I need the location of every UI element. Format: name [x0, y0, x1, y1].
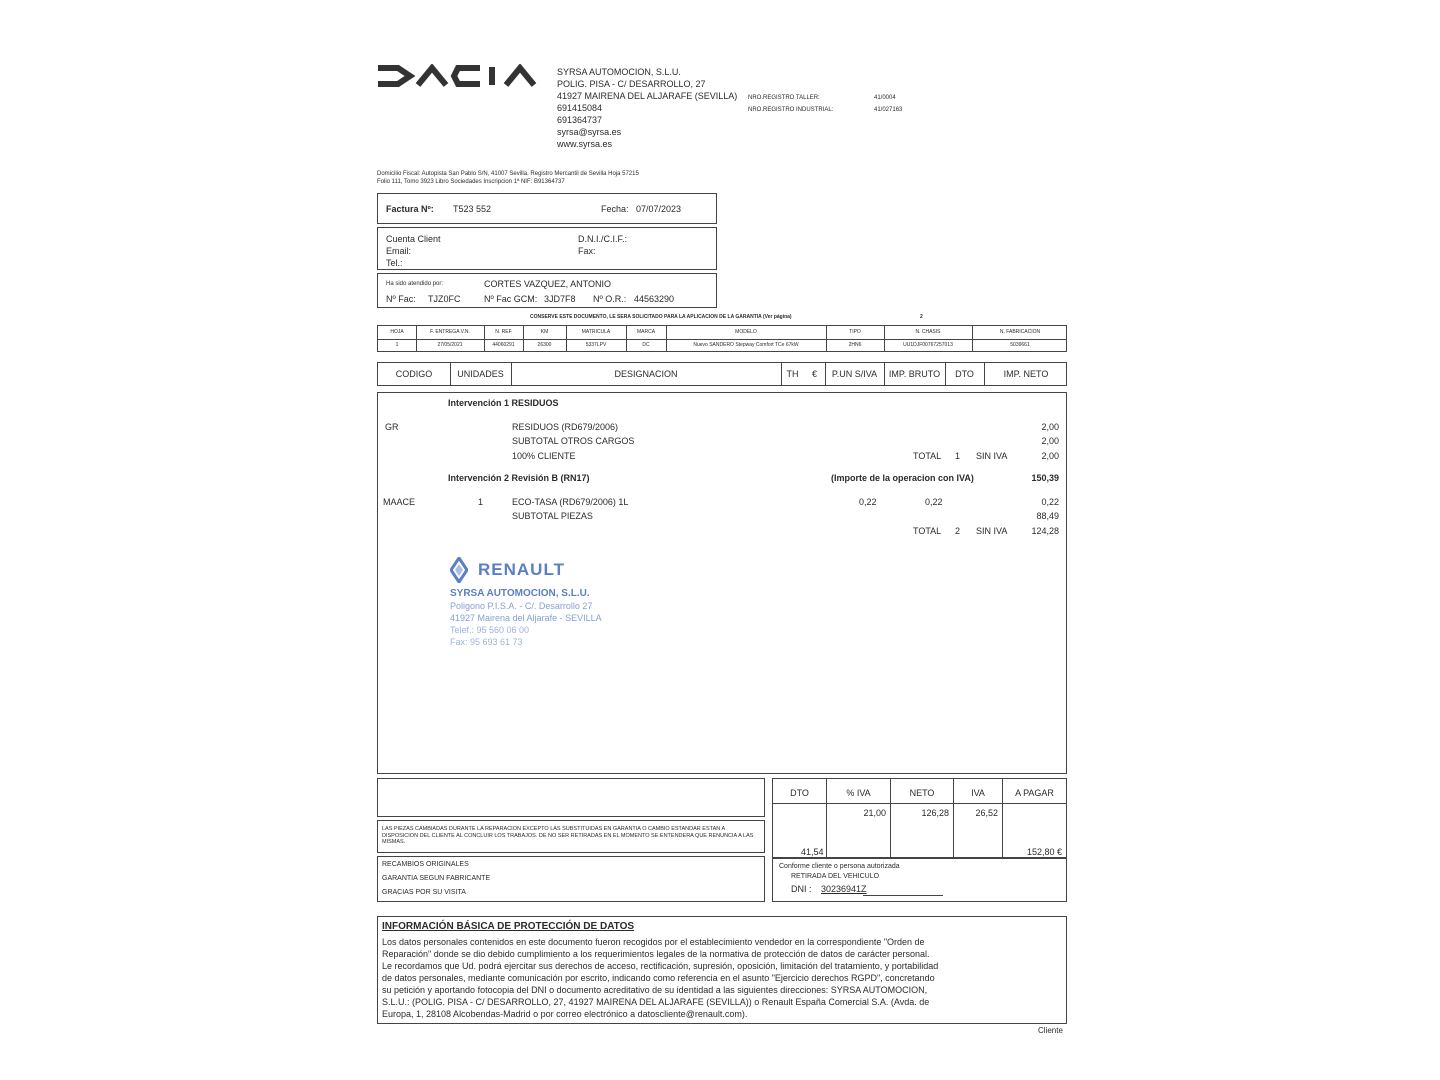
- invoice-date-label: Fecha:: [601, 204, 629, 214]
- logo-text: [376, 64, 379, 65]
- int2-total-label: TOTAL: [913, 526, 942, 536]
- int2-total-n: 2: [955, 526, 961, 536]
- vehicle-value-cell: DC: [642, 342, 650, 348]
- vehicle-value-cell: 44060291: [492, 342, 515, 348]
- fac-value: TJZ0FC: [428, 294, 461, 304]
- int2-price: 0,22: [859, 497, 877, 507]
- company-name: SYRSA AUTOMOCION, S.L.U.: [557, 67, 681, 77]
- invoice-date: 07/07/2023: [636, 204, 682, 214]
- reg-taller-label: NRO.REGISTRO TALLER:: [748, 95, 820, 101]
- email-label: Email:: [386, 246, 412, 256]
- dacia-logo: [376, 64, 548, 88]
- invoice-number-label: Factura Nº:: [386, 204, 434, 214]
- intervention-2-title: Intervención 2 Revisión B (RN17): [448, 473, 590, 483]
- dp-line-4: de datos personales, mediante comunicación por escrito, indicando como referencia en el asunto "Ejercicio derechos RGPD", concretando: [382, 973, 935, 983]
- fiscal-line-2: Folio 111, Tomo 3923 Libro Sociedades Inscripcion 1ª NIF: B91364737: [377, 179, 565, 185]
- or-label: Nº O.R.:: [593, 294, 627, 304]
- note-1: RECAMBIOS ORIGINALES: [382, 861, 469, 868]
- conforme-line-1: Conforme cliente o persona autorizada: [779, 863, 900, 870]
- items-body: [377, 392, 1067, 774]
- dp-line-7: Europa, 1, 28108 Alcobendas-Madrid o por correo electrónico a datoscliente@renault.com).: [382, 1009, 748, 1019]
- gcm-label: Nº Fac GCM:: [484, 294, 538, 304]
- totals-dto: 41,54: [801, 847, 824, 857]
- company-address: POLIG. PISA - C/ DESARROLLO, 27: [557, 79, 706, 89]
- company-city: 41927 MAIRENA DEL ALJARAFE (SEVILLA): [557, 91, 738, 101]
- int2-line-1: ECO-TASA (RD679/2006) 1L: [512, 497, 629, 507]
- totals-head-pct-iva: % IVA: [846, 788, 871, 798]
- totals-neto: 126,28: [921, 808, 949, 818]
- reg-taller-value: 41/0004: [874, 95, 896, 101]
- dp-line-2: Reparación" donde se dio debido cumplimiento a los requerimientos legales de la normativa de protección de datos de carácter personal.: [382, 949, 930, 959]
- stamp-brand: RENAULT: [478, 560, 565, 579]
- int2-iva-label: (Importe de la operacion con IVA): [831, 473, 974, 483]
- copy-label: Cliente: [1038, 1026, 1063, 1035]
- company-phone: 691415084: [557, 103, 603, 113]
- vehicle-header-cell: MARCA: [636, 329, 656, 335]
- int1-line-1: RESIDUOS (RD679/2006): [512, 422, 619, 432]
- int1-amount-2: 2,00: [1041, 436, 1059, 446]
- int2-code: MAACE: [383, 497, 416, 507]
- fiscal-line-1: Domicilio Fiscal: Autopista San Pablo S/N, 41007 Sevilla. Registro Mercantil de Sevilla Hoja 57215: [377, 171, 639, 177]
- dp-line-3: Le recordamos que Ud. podrá ejercitar sus derechos de acceso, rectificación, supresión, oposición, limitación del tratamiento, y portabilidad: [382, 961, 939, 971]
- vehicle-header-cell: N. CHASIS: [915, 329, 941, 335]
- stamp-line-2: Poligono P.I.S.A. - C/. Desarrollo 27: [450, 601, 593, 611]
- company-phone-2: 691364737: [557, 115, 603, 125]
- attended-box: [377, 273, 717, 308]
- company-email: syrsa@syrsa.es: [557, 127, 622, 137]
- vehicle-value-cell: 2HN6: [848, 342, 862, 348]
- dp-line-6: S.L.U.: (POLIG. PISA - C/ DESARROLLO, 27, 41927 MAIRENA DEL ALJARAFE (SEVILLA)) o Renault España Comercial S.A. (Avda. de: [382, 997, 930, 1007]
- vehicle-value-cell: 5337LPV: [585, 342, 607, 348]
- conforme-box: [772, 858, 1067, 902]
- vehicle-header-cell: N. REF: [495, 329, 512, 335]
- dp-line-5: su petición y aportando fotocopia del DNI o documento acreditativo de su identidad a las siguientes direcciones: SYRSA AUTOMOCION,: [382, 985, 928, 995]
- dp-title: INFORMACIÓN BÁSICA DE PROTECCIÓN DE DATOS: [382, 921, 635, 932]
- totals-iva: 26,52: [975, 808, 998, 818]
- reg-industrial-label: NRO.REGISTRO INDUSTRIAL:: [748, 107, 834, 113]
- attended-label: Ha sido atendido por:: [386, 281, 444, 287]
- totals-head-iva: IVA: [971, 788, 985, 798]
- int1-code: GR: [385, 422, 399, 432]
- cuenta-label: Cuenta Client: [386, 234, 441, 244]
- int2-siniva: SIN IVA: [976, 526, 1008, 536]
- tel-label: Tel.:: [386, 258, 403, 268]
- attended-name: CORTES VAZQUEZ, ANTONIO: [484, 279, 612, 289]
- observations-box: [377, 778, 765, 817]
- vehicle-header-cell: N. FABRICACION: [999, 329, 1041, 335]
- warranty-notice: CONSERVE ESTE DOCUMENTO, LE SERA SOLICITADO PARA LA APLICACION DE LA GARANTIA (Ver página): [530, 314, 792, 320]
- int2-amount-2: 88,49: [1036, 511, 1059, 521]
- fax-label: Fax:: [578, 246, 596, 256]
- dp-line-1: Los datos personales contenidos en este documento fueron recogidos por el establecimiento vendedor en la correspondiente "Orden de: [382, 937, 925, 947]
- parts-legal-box: [377, 820, 765, 853]
- column-header: DESIGNACION: [614, 369, 678, 379]
- note-3: GRACIAS POR SU VISITA: [382, 889, 466, 896]
- int2-units: 1: [478, 497, 484, 507]
- gcm-value: 3JD7F8: [544, 294, 576, 304]
- int1-amount-1: 2,00: [1041, 422, 1059, 432]
- warranty-notice-page: 2: [920, 314, 923, 320]
- stamp-line-1: SYRSA AUTOMOCION, S.L.U.: [450, 588, 590, 599]
- int1-line-2: SUBTOTAL OTROS CARGOS: [512, 436, 635, 446]
- invoice-box: [377, 193, 717, 224]
- int1-siniva: SIN IVA: [976, 451, 1008, 461]
- totals-head-dto: DTO: [790, 788, 809, 798]
- conforme-line-2: RETIRADA DEL VEHICULO: [791, 873, 880, 880]
- conforme-dni: 30236941Z: [821, 884, 867, 894]
- int1-total-label: TOTAL: [913, 451, 942, 461]
- vehicle-header-cell: KM: [540, 329, 549, 335]
- vehicle-value-cell: 27/05/2021: [437, 342, 463, 348]
- vehicle-table: [377, 325, 1067, 352]
- parts-legal-text: LAS PIEZAS CAMBIADAS DURANTE LA REPARACION EXCEPTO LAS SUBSTITUIDAS EN GARANTIA O CAMBIO ESTANDAR ESTAN A DISPOSICION DEL CLIENTE AL CONCLUIR LOS TRABAJOS. DE NO SER RETIRADAS EN EL MOMENTO SE ENTENDERA QUE RENUNCIA A LAS MISMAS.: [382, 826, 754, 845]
- totals-apagar: 152,80 €: [1026, 847, 1062, 857]
- int2-amount-3: 124,28: [1031, 526, 1059, 536]
- dni-label: D.N.I./C.I.F.:: [578, 234, 628, 244]
- company-web: www.syrsa.es: [557, 139, 613, 149]
- int1-total-n: 1: [955, 451, 961, 461]
- vehicle-value-cell: 1: [395, 342, 399, 348]
- items-header: [377, 362, 1067, 386]
- column-header: P.UN S/IVA: [831, 369, 878, 379]
- totals-head-apagar: A PAGAR: [1015, 788, 1054, 798]
- vehicle-header-cell: F. ENTREGA V.N.: [430, 329, 470, 335]
- note-2: GARANTIA SEGUN FABRICANTE: [382, 875, 491, 882]
- vehicle-header-cell: MATRICULA: [581, 329, 611, 335]
- int1-line-3: 100% CLIENTE: [512, 451, 576, 461]
- vehicle-value-cell: UU1DJF00767257013: [903, 342, 953, 348]
- vehicle-header-cell: HOJA: [390, 329, 404, 335]
- totals-table: [772, 778, 1067, 858]
- int2-iva-value: 150,39: [1031, 473, 1059, 483]
- column-header: UNIDADES: [457, 369, 504, 379]
- reg-industrial-value: 41/027163: [874, 107, 903, 113]
- intervention-1-title: Intervención 1 RESIDUOS: [448, 398, 559, 408]
- totals-pct-iva: 21,00: [863, 808, 886, 818]
- column-header: €: [811, 369, 817, 379]
- dealer-stamp: [448, 555, 648, 655]
- vehicle-value-cell: Nuevo SANDERO Stepway Comfort TCe 67kW: [693, 342, 799, 348]
- column-header: IMP. NETO: [1003, 369, 1049, 379]
- fac-label: Nº Fac:: [386, 294, 416, 304]
- stamp-line-5: Fax: 95 693 61 73: [450, 637, 523, 647]
- int2-bruto: 0,22: [925, 497, 943, 507]
- invoice-number: T523 552: [453, 204, 492, 214]
- conforme-dni-label: DNI :: [791, 884, 812, 894]
- int2-line-2: SUBTOTAL PIEZAS: [512, 511, 593, 521]
- notes-box: [377, 856, 765, 902]
- vehicle-value-cell: 5039661: [1010, 342, 1030, 348]
- stamp-line-3: 41927 Mairena del Aljarafe - SEVILLA: [450, 613, 602, 623]
- column-header: DTO: [955, 369, 974, 379]
- column-header: IMP. BRUTO: [888, 369, 941, 379]
- int2-amount-1: 0,22: [1041, 497, 1059, 507]
- int1-amount-3: 2,00: [1041, 451, 1059, 461]
- column-header: TH: [786, 369, 799, 379]
- data-protection-box: [377, 916, 1067, 1024]
- vehicle-value-cell: 26300: [537, 342, 552, 348]
- or-value: 44563290: [634, 294, 675, 304]
- totals-head-neto: NETO: [909, 788, 935, 798]
- renault-diamond-icon: [450, 557, 468, 588]
- client-box: [377, 227, 717, 270]
- stamp-line-4: Telef.: 95 560 06 00: [450, 625, 530, 635]
- column-header: CODIGO: [395, 369, 433, 379]
- vehicle-header-cell: MODELO: [735, 329, 757, 335]
- vehicle-header-cell: TIPO: [849, 329, 861, 335]
